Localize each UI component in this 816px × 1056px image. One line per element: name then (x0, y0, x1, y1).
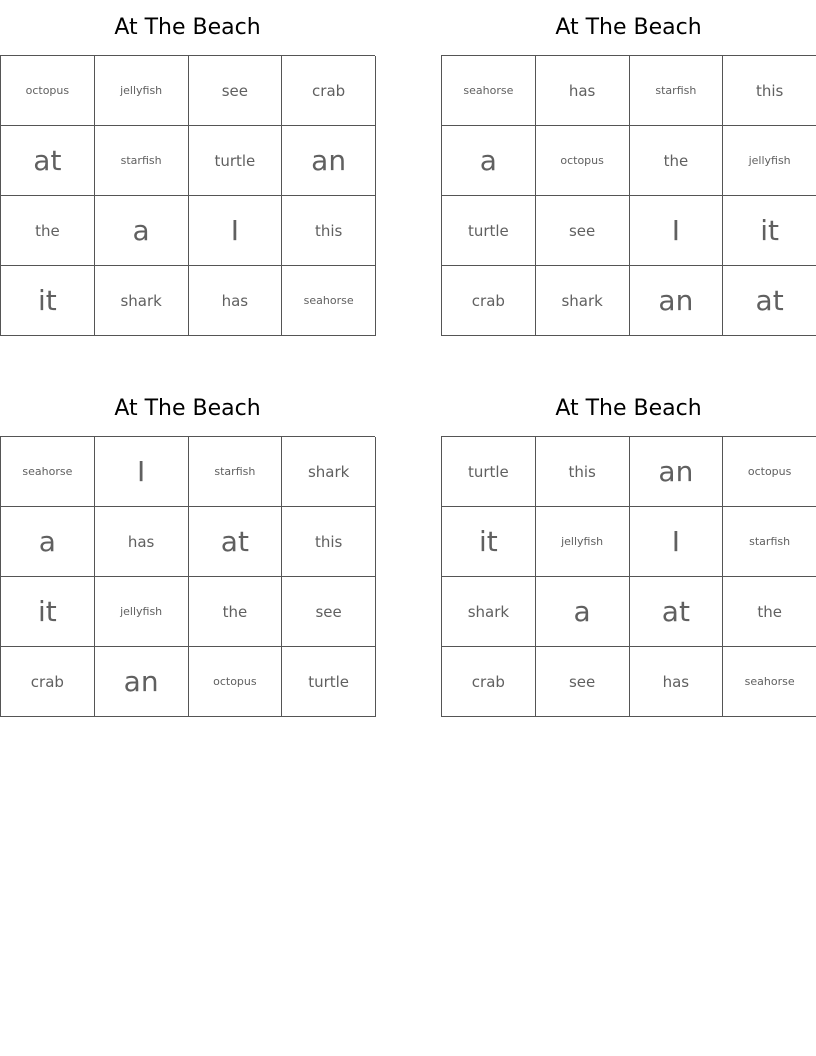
card-title: At The Beach (555, 15, 702, 40)
grid-cell: a (95, 196, 189, 266)
grid-cell: shark (536, 266, 630, 336)
grid-cell: jellyfish (95, 577, 189, 647)
grid-cell: this (723, 56, 816, 126)
grid-cell: jellyfish (536, 507, 630, 577)
grid-cell: I (189, 196, 283, 266)
grid-cell: starfish (95, 126, 189, 196)
grid-cell: turtle (442, 437, 536, 507)
grid-cell: starfish (723, 507, 816, 577)
bingo-grid (0, 55, 375, 336)
grid-cell: at (189, 507, 283, 577)
grid-cell: an (95, 647, 189, 717)
grid-cell: see (536, 647, 630, 717)
bingo-grid (441, 55, 816, 336)
grid-cell: it (1, 577, 95, 647)
grid-cell: at (723, 266, 816, 336)
grid-cell: turtle (189, 126, 283, 196)
grid-cell: a (442, 126, 536, 196)
grid-cell: seahorse (723, 647, 816, 717)
grid-cell: at (630, 577, 724, 647)
grid-cell: an (630, 266, 724, 336)
grid-cell: seahorse (442, 56, 536, 126)
bingo-card-3 (0, 381, 375, 717)
grid-cell: turtle (282, 647, 376, 717)
grid-cell: crab (282, 56, 376, 126)
grid-cell: a (536, 577, 630, 647)
grid-cell: see (536, 196, 630, 266)
grid-cell: an (282, 126, 376, 196)
grid-cell: has (536, 56, 630, 126)
bingo-card-2 (441, 0, 816, 336)
grid-cell: octopus (189, 647, 283, 717)
grid-cell: seahorse (282, 266, 376, 336)
grid-cell: octopus (723, 437, 816, 507)
grid-cell: has (95, 507, 189, 577)
grid-cell: jellyfish (723, 126, 816, 196)
grid-cell: the (189, 577, 283, 647)
bingo-grid (441, 436, 816, 717)
grid-cell: shark (282, 437, 376, 507)
grid-cell: it (442, 507, 536, 577)
grid-cell: it (723, 196, 816, 266)
grid-cell: an (630, 437, 724, 507)
grid-cell: seahorse (1, 437, 95, 507)
card-title: At The Beach (555, 396, 702, 421)
grid-cell: shark (442, 577, 536, 647)
grid-cell: see (282, 577, 376, 647)
grid-cell: I (95, 437, 189, 507)
grid-cell: has (189, 266, 283, 336)
bingo-card-1 (0, 0, 375, 336)
grid-cell: crab (1, 647, 95, 717)
grid-cell: shark (95, 266, 189, 336)
card-title: At The Beach (114, 15, 261, 40)
grid-cell: has (630, 647, 724, 717)
grid-cell: this (536, 437, 630, 507)
grid-cell: see (189, 56, 283, 126)
grid-cell: this (282, 507, 376, 577)
grid-cell: crab (442, 266, 536, 336)
grid-cell: this (282, 196, 376, 266)
grid-cell: a (1, 507, 95, 577)
grid-cell: crab (442, 647, 536, 717)
grid-cell: at (1, 126, 95, 196)
grid-cell: turtle (442, 196, 536, 266)
bingo-grid (0, 436, 375, 717)
grid-cell: it (1, 266, 95, 336)
grid-cell: jellyfish (95, 56, 189, 126)
grid-cell: octopus (536, 126, 630, 196)
grid-cell: I (630, 507, 724, 577)
grid-cell: starfish (189, 437, 283, 507)
grid-cell: the (630, 126, 724, 196)
grid-cell: octopus (1, 56, 95, 126)
grid-cell: the (723, 577, 816, 647)
grid-cell: the (1, 196, 95, 266)
grid-cell: starfish (630, 56, 724, 126)
grid-cell: I (630, 196, 724, 266)
card-title: At The Beach (114, 396, 261, 421)
bingo-card-4 (441, 381, 816, 717)
